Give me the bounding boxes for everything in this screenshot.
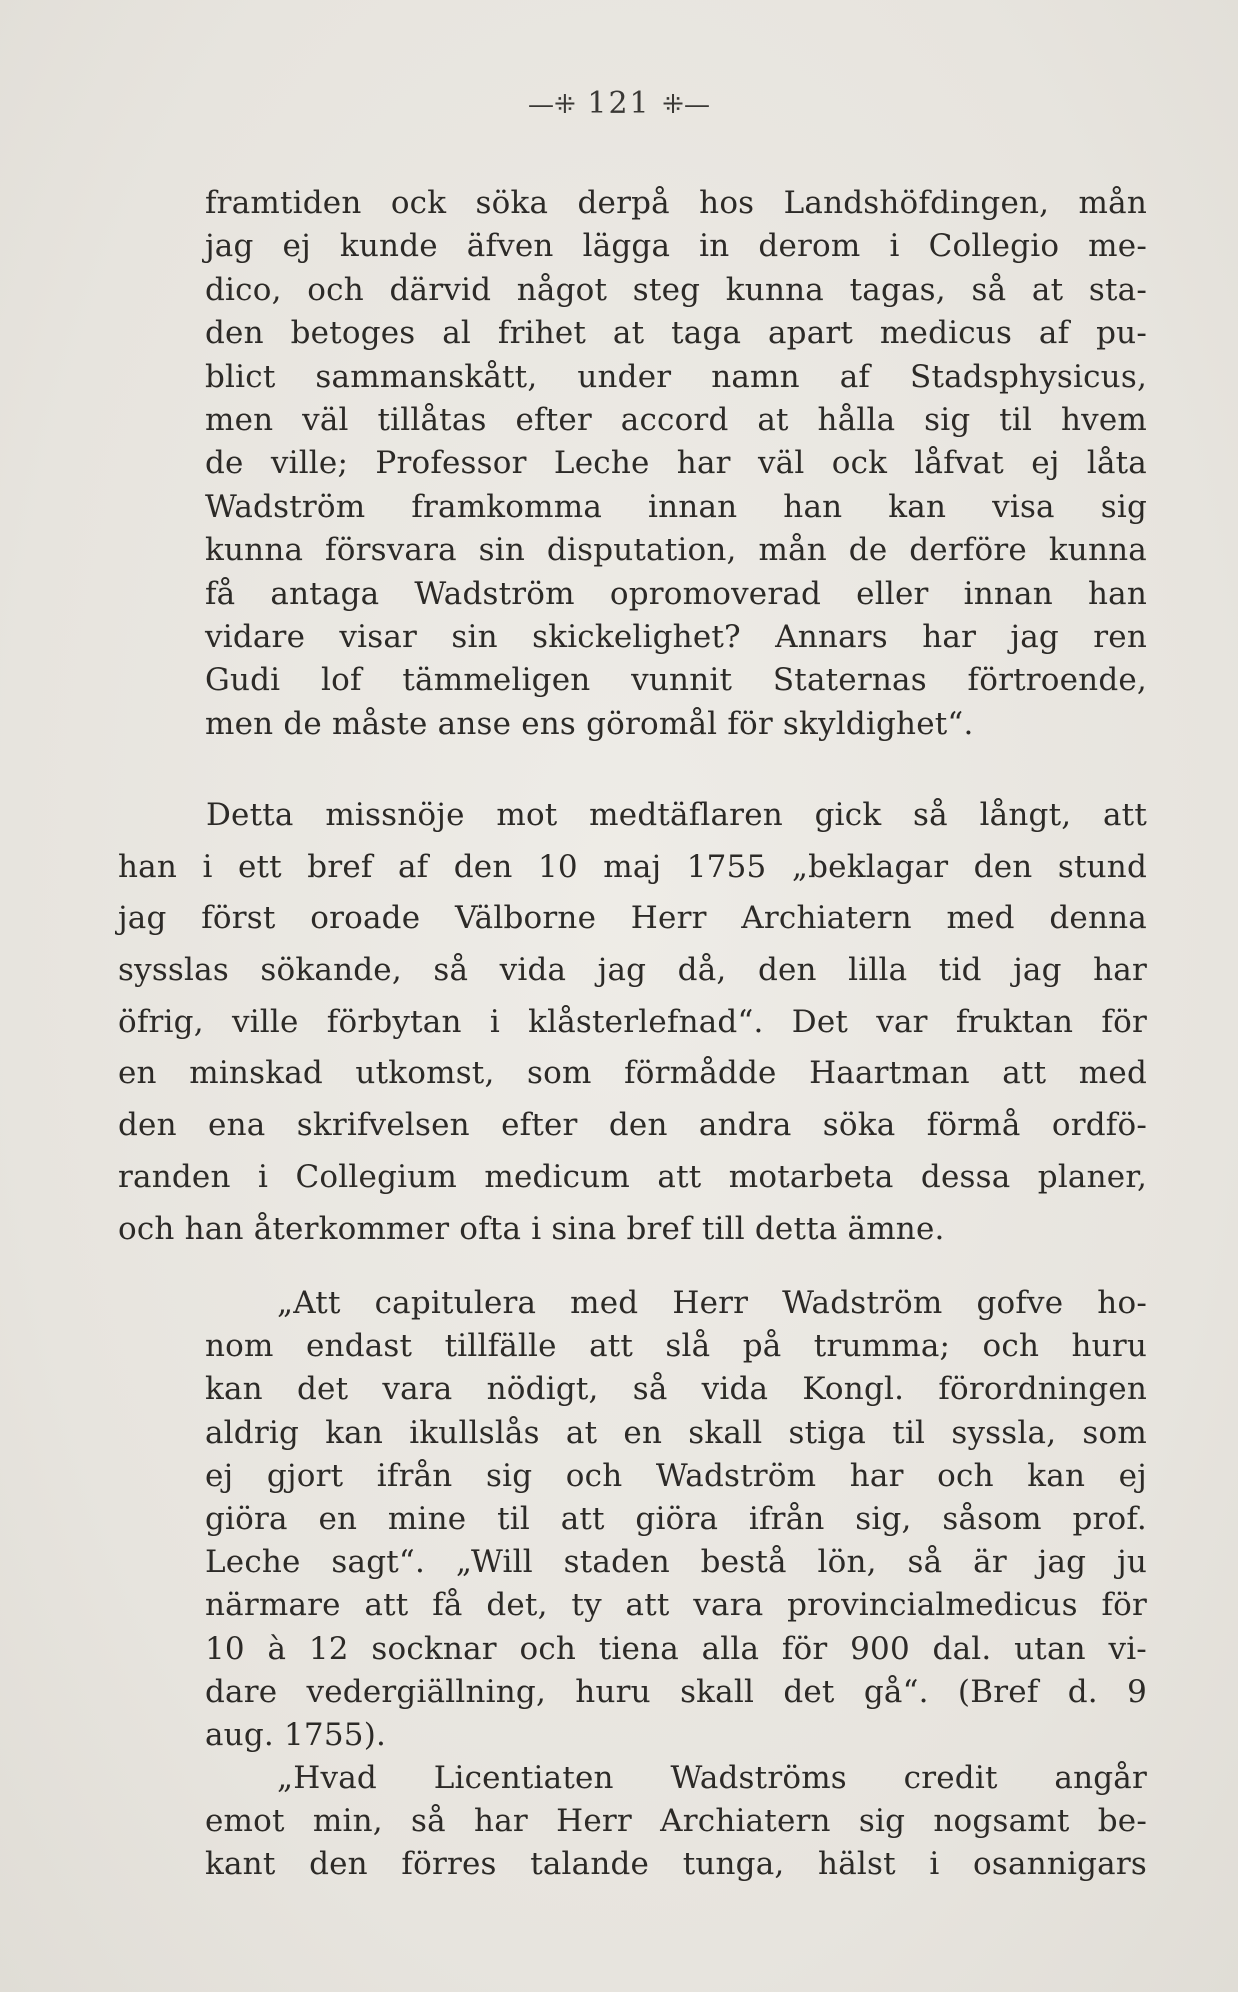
text-line: randen i Collegium medicum att motarbeta dessa planer, xyxy=(118,1158,1147,1195)
text-line: en minskad utkomst, som förmådde Haartman att med xyxy=(118,1055,1147,1092)
text-line: vidare visar sin skickelighet? Annars har jag ren xyxy=(205,618,1147,655)
text-line: närmare att få det, ty att vara provincialmedicus för xyxy=(205,1587,1147,1624)
text-line: Leche sagt“. „Will staden bestå lön, så är jag ju xyxy=(205,1544,1147,1581)
text-line: Detta missnöje mot medtäflaren gick så långt, att xyxy=(206,797,1147,833)
body-paragraph xyxy=(118,790,1147,1255)
text-line: jag först oroade Välborne Herr Archiatern med denna xyxy=(118,900,1147,937)
text-line: få antaga Wadström opromoverad eller innan han xyxy=(205,575,1147,612)
page-number: 121 xyxy=(587,86,651,121)
page-header xyxy=(0,86,1238,121)
text-line: Gudi lof tämmeligen vunnit Staternas förtroende, xyxy=(205,662,1147,699)
text-line: öfrig, ville förbytan i klåsterlefnad“. Det var fruktan för xyxy=(118,1003,1147,1040)
text-line: de ville; Professor Leche har väl ock låfvat ej låta xyxy=(205,445,1147,482)
text-line: den betoges al frihet at taga apart medicus af pu- xyxy=(205,315,1147,352)
text-line: han i ett bref af den 10 maj 1755 „beklagar den stund xyxy=(118,848,1147,885)
text-line: framtiden ock söka derpå hos Landshöfdingen, mån xyxy=(205,185,1147,221)
text-line: kant den förres talande tunga, hälst i osannigars xyxy=(205,1846,1147,1883)
text-line: dare vedergiällning, huru skall det gå“. (Bref d. 9 xyxy=(205,1673,1147,1710)
text-line: och han återkommer ofta i sina bref till detta ämne. xyxy=(118,1210,945,1247)
quote-continuation-paragraph xyxy=(205,182,1147,746)
text-line: men de måste anse ens göromål för skyldighet“. xyxy=(205,705,974,742)
text-line: dico, och därvid något steg kunna tagas, så at sta- xyxy=(205,271,1147,308)
text-line: kan det vara nödigt, så vida Kongl. förordningen xyxy=(205,1371,1147,1408)
text-line: ej gjort ifrån sig och Wadström har och kan ej xyxy=(205,1457,1147,1494)
text-line: den ena skrifvelsen efter den andra söka förmå ordfö- xyxy=(118,1107,1147,1144)
text-line: jag ej kunde äfven lägga in derom i Collegio me- xyxy=(205,228,1147,265)
text-line: men väl tillåtas efter accord at hålla sig til hvem xyxy=(205,401,1147,438)
text-line: giöra en mine til att giöra ifrån sig, såsom prof. xyxy=(205,1500,1147,1537)
text-line: Wadström framkomma innan han kan visa sig xyxy=(205,488,1147,525)
text-line: „Att capitulera med Herr Wadström gofve ho- xyxy=(277,1285,1147,1321)
text-line: sysslas sökande, så vida jag då, den lilla tid jag har xyxy=(118,952,1147,989)
quotation-paragraphs xyxy=(205,1282,1147,1887)
text-line: aldrig kan ikullslås at en skall stiga til syssla, som xyxy=(205,1414,1147,1451)
text-line: 10 à 12 socknar och tiena alla för 900 dal. utan vi- xyxy=(205,1630,1147,1667)
left-ornament: —⁜ xyxy=(528,90,576,120)
text-line: blict sammanskått, under namn af Stadsphysicus, xyxy=(205,358,1147,395)
right-ornament: ⁜— xyxy=(662,90,710,120)
text-line: „Hvad Licentiaten Wadströms credit angår xyxy=(277,1760,1147,1797)
text-line: emot min, så har Herr Archiatern sig nogsamt be- xyxy=(205,1803,1147,1840)
text-line: aug. 1755). xyxy=(205,1716,387,1753)
text-line: kunna försvara sin disputation, mån de derföre kunna xyxy=(205,532,1147,569)
text-line: nom endast tillfälle att slå på trumma; och huru xyxy=(205,1328,1147,1365)
